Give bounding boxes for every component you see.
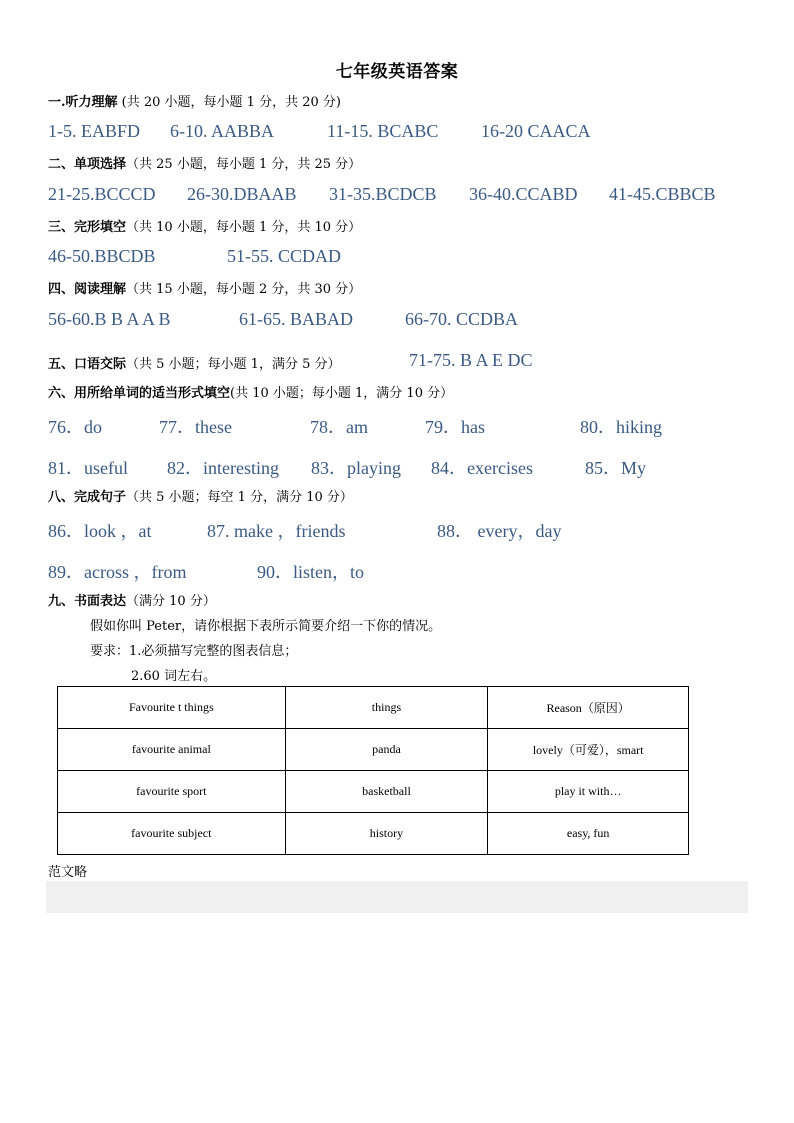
answer-item: 80．hiking	[580, 417, 663, 437]
section-label: 四、阅读理解	[48, 282, 127, 297]
answer-item: 76．do	[48, 417, 102, 437]
section-note: （共 25 小题，每小题 1 分，共 25 分）	[126, 157, 362, 172]
writing-requirement-1: 要求：1.必须描写完整的图表信息；	[90, 644, 298, 659]
answer-item: 78．am	[310, 417, 368, 437]
answer-item: 86．look ，at	[48, 521, 152, 541]
answer-item: 79．has	[425, 417, 485, 437]
section-heading-listening	[48, 91, 341, 110]
answer-item: 81．useful	[48, 458, 128, 478]
section-note: （满分 10 分）	[126, 594, 216, 609]
answer-item: 84．exercises	[431, 458, 533, 478]
answer-item: 88． every，day	[437, 521, 562, 541]
table-row	[58, 813, 689, 855]
answer-group: 41-45.CBBCB	[609, 184, 716, 204]
answer-item: 77．these	[159, 417, 232, 437]
section-note: （共 5 小题；每空 1 分，满分 10 分）	[126, 490, 353, 505]
page-title: 七年级英语答案	[335, 62, 459, 82]
section-note: （共 5 小题；每小题 1，满分 5 分）	[126, 357, 341, 372]
section-heading-sentences	[48, 486, 353, 505]
writing-prompt: 假如你叫 Peter，请你根据下表所示简要介绍一下你的情况。	[90, 619, 442, 634]
table-cell: play it with…	[488, 771, 689, 813]
answer-item: 82．interesting	[167, 458, 279, 478]
table-cell: favourite animal	[58, 729, 286, 771]
table-cell: favourite sport	[58, 771, 286, 813]
answer-group: 71-75. B A E DC	[409, 350, 533, 370]
answer-item: 90．listen，to	[257, 562, 364, 582]
answer-group: 66-70. CCDBA	[405, 309, 519, 329]
section-heading-reading	[48, 278, 361, 297]
section-heading-cloze	[48, 216, 361, 235]
section-heading-single-choice	[48, 153, 361, 172]
writing-requirement-2: 2.60 词左右。	[131, 669, 217, 684]
table-cell: panda	[285, 729, 488, 771]
section-note: （共 15 小题，每小题 2 分，共 30 分）	[126, 282, 362, 297]
section-label: 二、单项选择	[48, 157, 127, 172]
section-label: 三、完形填空	[48, 220, 127, 235]
table-row	[58, 687, 689, 729]
section-label: 五、口语交际	[48, 357, 127, 372]
answer-group: 51-55. CCDAD	[227, 246, 342, 266]
answer-group: 46-50.BBCDB	[48, 246, 156, 266]
section-label: 一.听力理解	[48, 95, 118, 110]
answer-item: 89．across ，from	[48, 562, 187, 582]
answer-group: 61-65. BABAD	[239, 309, 354, 329]
section-label: 六、用所给单词的适当形式填空	[48, 386, 231, 401]
section-heading-word-form	[48, 382, 453, 401]
section-note: （共 10 小题，每小题 1 分，共 10 分）	[126, 220, 362, 235]
table-row	[58, 771, 689, 813]
table-row	[58, 729, 689, 771]
table-cell: favourite subject	[58, 813, 286, 855]
section-label: 九、书面表达	[48, 594, 127, 609]
table-cell: lovely（可爱），smart	[488, 729, 689, 771]
section-heading-writing	[48, 590, 216, 609]
answer-group: 56-60.B B A A B	[48, 309, 171, 329]
answer-group: 26-30.DBAAB	[187, 184, 297, 204]
answer-item: 85．My	[585, 458, 647, 478]
table-cell: history	[285, 813, 488, 855]
section-note: (共 20 小题，每小题 1 分，共 20 分)	[117, 95, 341, 110]
info-table	[57, 686, 689, 855]
table-cell: easy, fun	[488, 813, 689, 855]
answer-group: 21-25.BCCCD	[48, 184, 156, 204]
table-cell: Favourite t things	[58, 687, 286, 729]
answer-group: 31-35.BCDCB	[329, 184, 437, 204]
answer-group: 6-10. AABBA	[170, 121, 275, 141]
answer-group: 11-15. BCABC	[327, 121, 439, 141]
section-note: (共 10 小题；每小题 1，满分 10 分）	[230, 386, 454, 401]
answer-group: 16-20 CAACA	[481, 121, 591, 141]
shaded-bar	[46, 881, 748, 913]
answer-group: 1-5. EABFD	[48, 121, 141, 141]
answer-group: 36-40.CCABD	[469, 184, 578, 204]
section-heading-oral	[48, 353, 341, 372]
table-cell: basketball	[285, 771, 488, 813]
section-label: 八、完成句子	[48, 490, 127, 505]
sample-essay-note: 范文略	[48, 865, 88, 880]
table-cell: things	[285, 687, 488, 729]
table-cell: Reason（原因）	[488, 687, 689, 729]
answer-item: 87. make ，friends	[207, 521, 346, 541]
answer-item: 83．playing	[311, 458, 401, 478]
